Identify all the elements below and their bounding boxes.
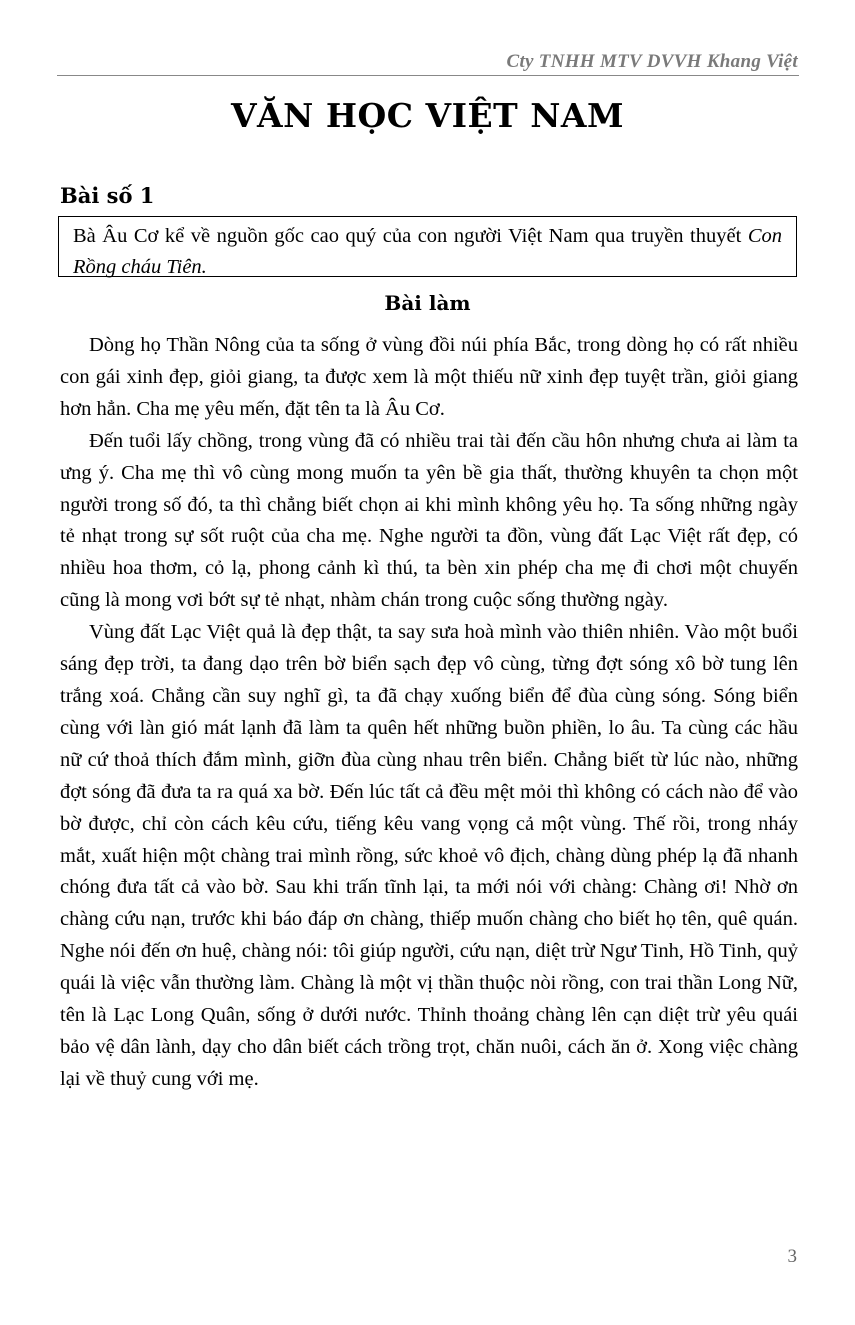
essay-paragraph-3: Vùng đất Lạc Việt quả là đẹp thật, ta say sưa hoà mình vào thiên nhiên. Vào một buổi sáng đẹp trời, ta đang dạo trên bờ biển sạch đẹp vô cùng, từng đợt sóng xô bờ tung lên trắng xoá. Chẳng cần suy nghĩ gì, ta đã chạy xuống biển để đùa cùng sóng. Sóng biển cùng với làn gió mát lạnh đã làm ta quên hết những buồn phiền, lo âu. Ta cùng các hầu nữ cứ thoả thích đắm mình, giỡn đùa cùng nhau trên biển. Chẳng biết từ lúc nào, những đợt sóng đã đưa ta ra quá xa bờ. Đến lúc tất cả đều mệt mỏi thì không có cách nào để vào bờ được, chỉ còn cách kêu cứu, tiếng kêu vang vọng cả một vùng. Thế rồi, trong nháy mắt, xuất hiện một chàng trai mình rồng, sức khoẻ vô địch, chàng dùng phép lạ đã nhanh chóng đưa tất cả vào bờ. Sau khi trấn tĩnh lại, ta mới nói với chàng: Chàng ơi! Nhờ ơn chàng cứu nạn, trước khi báo đáp ơn chàng, thiếp muốn chàng cho biết họ tên, quê quán. Nghe nói đến ơn huệ, chàng nói: tôi giúp người, cứu nạn, diệt trừ Ngư Tinh, Hồ Tinh, quỷ quái là việc vẫn thường làm. Chàng là một vị thần thuộc nòi rồng, con trai thần Long Nữ, tên là Lạc Long Quân, sống ở dưới nước. Thỉnh thoảng chàng lên cạn diệt trừ yêu quái bảo vệ dân lành, dạy cho dân biết cách trồng trọt, chăn nuôi, cách ăn ở. Xong việc chàng lại về thuỷ cung với mẹ. (60, 621, 798, 1090)
prompt-story-title: Con Rồng cháu Tiên. (73, 225, 782, 278)
page-number: 3 (787, 1246, 797, 1267)
exercise-label: Bài số 1 (60, 183, 155, 208)
answer-heading: Bài làm (384, 291, 471, 315)
essay-paragraph-2: Đến tuổi lấy chồng, trong vùng đã có nhiều trai tài đến cầu hôn nhưng chưa ai làm ta ưng ý. Cha mẹ thì vô cùng mong muốn ta yên bề gia thất, thường khuyên ta chọn một người trong số đó, ta thì chẳng biết chọn ai khi mình không yêu họ. Ta sống những ngày tẻ nhạt trong sự sốt ruột của cha mẹ. Nghe người ta đồn, vùng đất Lạc Việt rất đẹp, có nhiều hoa thơm, cỏ lạ, phong cảnh kì thú, ta bèn xin phép cha mẹ đi chơi một chuyến cũng là mong vơi bớt sự tẻ nhạt, nhàm chán trong cuộc sống thường ngày. (60, 429, 798, 612)
prompt-text: Bà Âu Cơ kể về nguồn gốc cao quý của con người Việt Nam qua truyền thuyết (73, 225, 748, 247)
essay-paragraph-1: Dòng họ Thần Nông của ta sống ở vùng đồi núi phía Bắc, trong dòng họ có rất nhiều con gái xinh đẹp, giỏi giang, ta được xem là một thiếu nữ xinh đẹp tuyệt trần, giỏi giang hơn hẳn. Cha mẹ yêu mến, đặt tên ta là Âu Cơ. (60, 334, 798, 420)
essay-body (60, 330, 798, 1096)
header-divider (57, 75, 799, 76)
publisher-header: Cty TNHH MTV DVVH Khang Việt (506, 51, 798, 72)
section-title: VĂN HỌC VIỆT NAM (230, 96, 625, 135)
exercise-prompt-box (58, 216, 797, 277)
